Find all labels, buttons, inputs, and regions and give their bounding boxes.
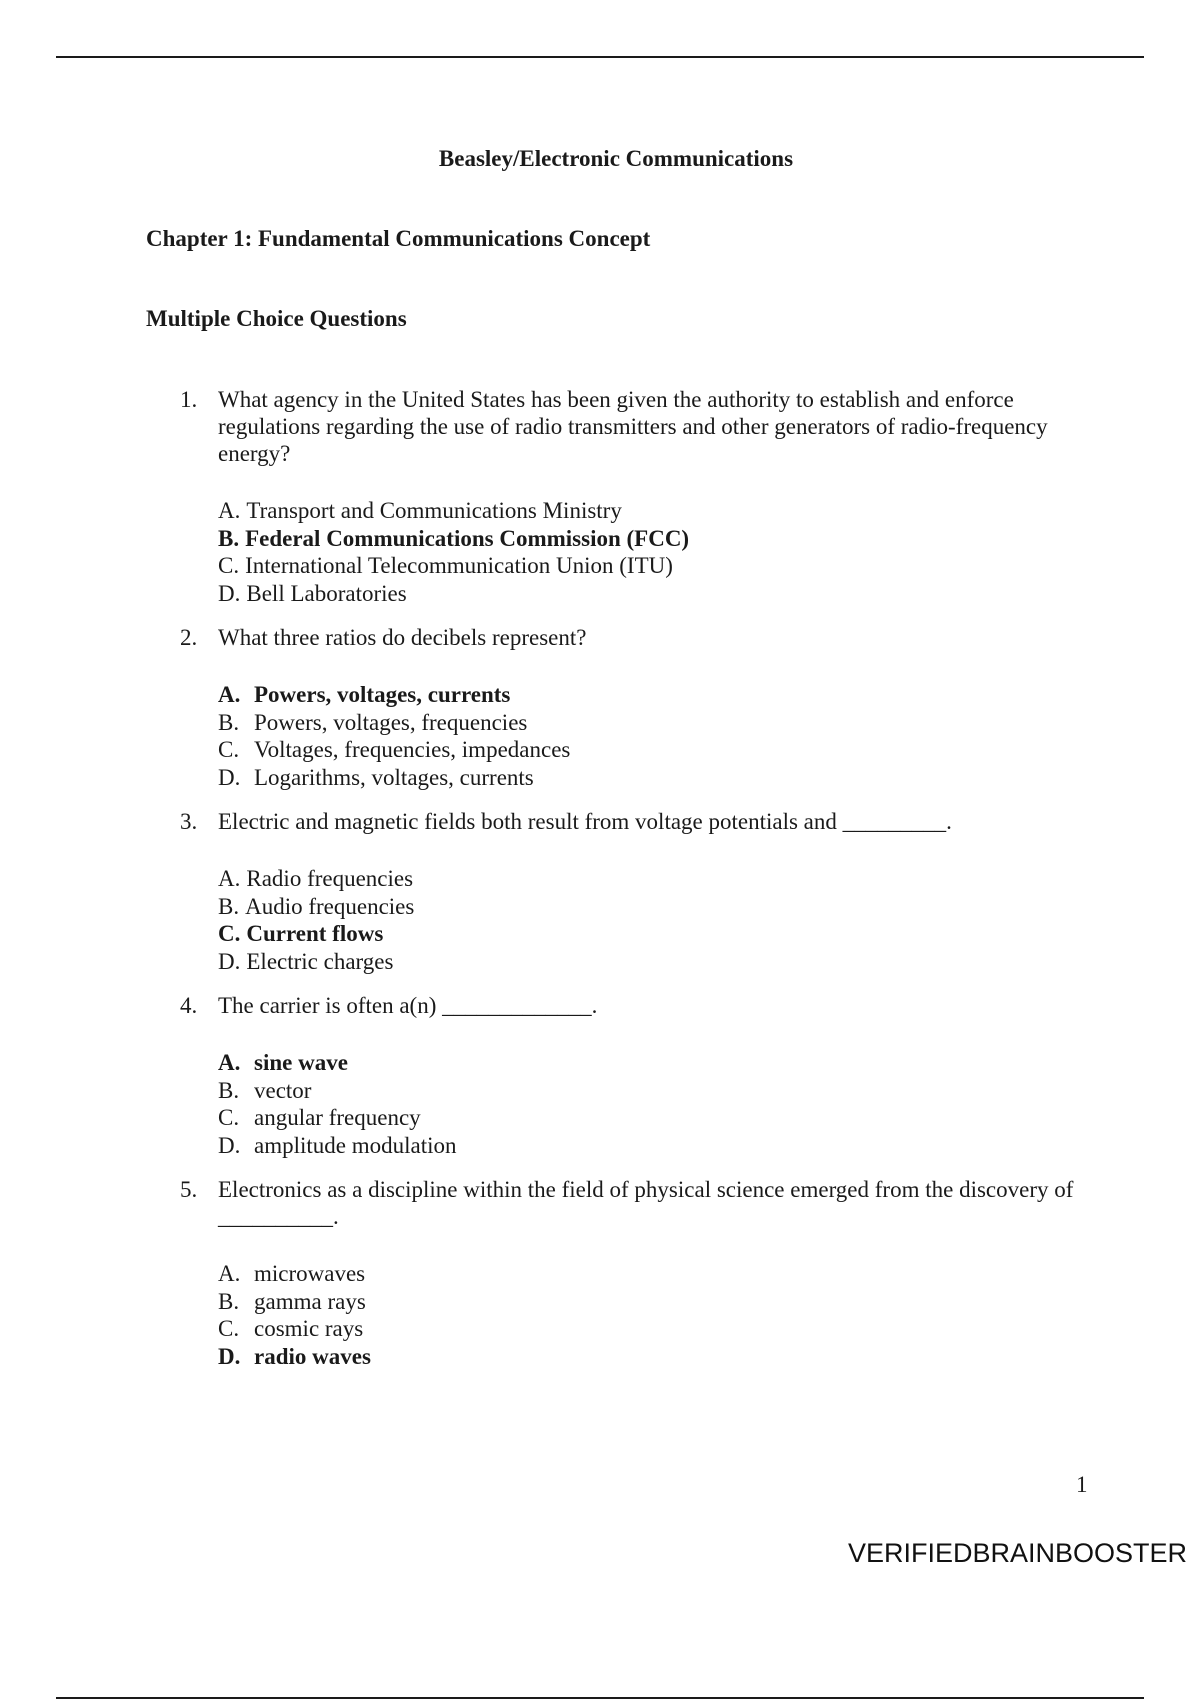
choice-label: D. (218, 948, 241, 974)
question-text: What three ratios do decibels represent? (218, 625, 587, 650)
question-number: 4. (180, 993, 198, 1018)
choice-b (218, 1288, 1080, 1316)
choice-b (218, 1077, 1080, 1105)
choice-text: gamma rays (254, 1288, 366, 1314)
question-text: Electronics as a discipline within the field of physical science emerged from the discovery of __________. (218, 1177, 1074, 1229)
choice-d (218, 1343, 1080, 1371)
choice-c (218, 1104, 1080, 1132)
choice-text: angular frequency (254, 1105, 421, 1131)
choice-text: Transport and Communications Ministry (246, 498, 622, 524)
bottom-rule (56, 1697, 1144, 1699)
choice-label: A. (218, 866, 241, 892)
choice-label: A. (218, 682, 241, 708)
choice-a (218, 1260, 1080, 1288)
choice-label: D. (218, 580, 241, 606)
choice-list (218, 681, 1080, 791)
question-number: 5. (180, 1177, 198, 1202)
choice-b (218, 525, 1080, 553)
choice-c (218, 736, 1080, 764)
question-1 (180, 386, 1080, 607)
choice-c (218, 552, 1080, 580)
choice-label: A. (218, 498, 241, 524)
choice-label: B. (218, 1288, 240, 1314)
top-rule (56, 56, 1144, 58)
choice-a (218, 681, 1080, 709)
choice-c (218, 1315, 1080, 1343)
choice-label: A. (218, 1261, 241, 1287)
choice-list (218, 497, 1080, 607)
question-number: 3. (180, 809, 198, 834)
question-3 (180, 808, 1080, 975)
question-4 (180, 992, 1080, 1159)
choice-text: cosmic rays (254, 1316, 364, 1342)
choice-a (218, 497, 1080, 525)
question-text: The carrier is often a(n) _____________. (218, 993, 598, 1018)
choice-label: A. (218, 1050, 241, 1076)
choice-text: microwaves (254, 1261, 366, 1287)
choice-text: Current flows (246, 921, 384, 947)
chapter-heading: Chapter 1: Fundamental Communications Concept (146, 226, 651, 251)
choice-label: B. (218, 525, 240, 551)
choice-label: D. (218, 1343, 241, 1369)
choice-label: C. (218, 553, 240, 579)
choice-label: D. (218, 1132, 241, 1158)
document-title: Beasley/Electronic Communications (438, 146, 794, 171)
choice-label: C. (218, 1316, 240, 1342)
choice-text: Bell Laboratories (246, 580, 407, 606)
question-5 (180, 1176, 1080, 1370)
choice-text: Federal Communications Commission (FCC) (245, 525, 690, 551)
choice-list (218, 1049, 1080, 1159)
choice-a (218, 1049, 1080, 1077)
choice-b (218, 709, 1080, 737)
question-number: 2. (180, 625, 198, 650)
choice-label: C. (218, 921, 241, 947)
choice-label: B. (218, 1077, 240, 1103)
question-text: Electric and magnetic fields both result from voltage potentials and _________. (218, 809, 952, 834)
choice-text: Logarithms, voltages, currents (254, 764, 534, 790)
choice-label: B. (218, 709, 240, 735)
question-text: What agency in the United States has been given the authority to establish and enforce regulations regarding the use of radio transmitters and other generators of radio-frequency energy? (218, 387, 1048, 466)
choice-d (218, 580, 1080, 608)
question-list (180, 386, 1080, 1387)
choice-text: Electric charges (246, 948, 394, 974)
choice-text: Audio frequencies (245, 893, 415, 919)
question-number: 1. (180, 387, 198, 412)
watermark: VERIFIEDBRAINBOOSTER (848, 1538, 1188, 1568)
choice-list (218, 1260, 1080, 1370)
choice-a (218, 865, 1080, 893)
choice-label: C. (218, 737, 240, 763)
choice-text: amplitude modulation (254, 1132, 457, 1158)
choice-text: Voltages, frequencies, impedances (254, 737, 571, 763)
choice-c (218, 920, 1080, 948)
choice-text: Powers, voltages, currents (254, 682, 511, 708)
choice-list (218, 865, 1080, 975)
question-2 (180, 624, 1080, 791)
choice-d (218, 948, 1080, 976)
choice-text: radio waves (254, 1343, 371, 1369)
choice-d (218, 764, 1080, 792)
choice-b (218, 893, 1080, 921)
page-number: 1 (1076, 1472, 1088, 1497)
choice-text: Powers, voltages, frequencies (254, 709, 528, 735)
choice-label: B. (218, 893, 240, 919)
choice-d (218, 1132, 1080, 1160)
choice-text: sine wave (254, 1050, 348, 1076)
choice-text: vector (254, 1077, 312, 1103)
choice-text: International Telecommunication Union (ITU) (245, 553, 673, 579)
section-heading: Multiple Choice Questions (146, 306, 407, 331)
choice-text: Radio frequencies (246, 866, 414, 892)
choice-label: C. (218, 1105, 240, 1131)
choice-label: D. (218, 764, 241, 790)
